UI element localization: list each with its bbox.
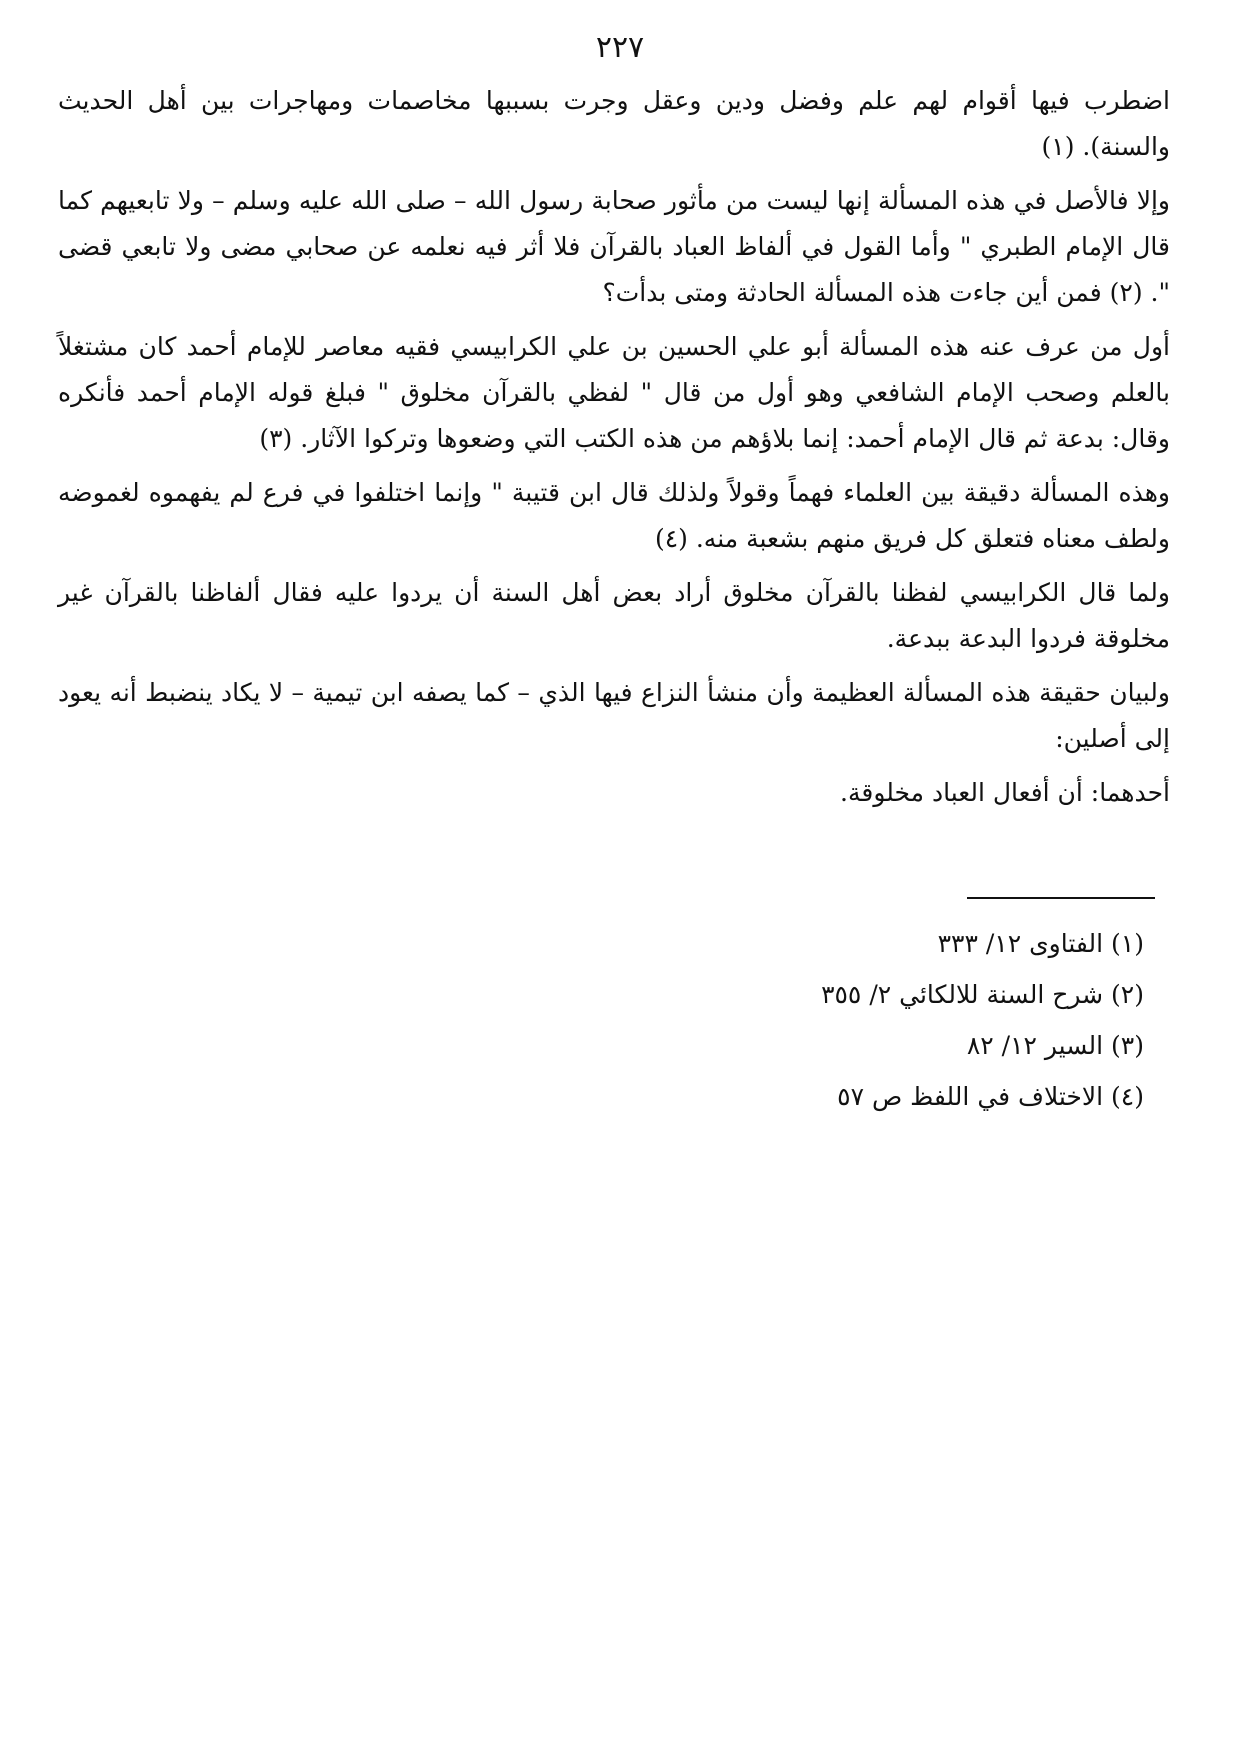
- footnote-4: (٤) الاختلاف في اللفظ ص ٥٧: [837, 1082, 1144, 1111]
- body-text: [58, 78, 1170, 824]
- paragraph-7: أحدهما: أن أفعال العباد مخلوقة.: [840, 778, 1170, 807]
- footnote-1: (١) الفتاوى ١٢/ ٣٣٣: [937, 929, 1144, 958]
- footnote-separator: [967, 897, 1155, 899]
- paragraph-6: ولبيان حقيقة هذه المسألة العظيمة وأن منشأ النزاع فيها الذي – كما يصفه ابن تيمية – لا يكاد ينضبط أنه يعود إلى أصلين:: [58, 678, 1170, 753]
- paragraph-5: ولما قال الكرابيسي لفظنا بالقرآن مخلوق أراد بعض أهل السنة أن يردوا عليه فقال ألفاظنا بالقرآن غير مخلوقة فردوا البدعة ببدعة.: [58, 578, 1170, 653]
- page-number: ٢٢٧: [595, 30, 645, 65]
- footnotes: [58, 918, 1170, 1122]
- footnote-2: (٢) شرح السنة للالكائي ٢/ ٣٥٥: [821, 980, 1144, 1009]
- paragraph-2: وإلا فالأصل في هذه المسألة إنها ليست من مأثور صحابة رسول الله – صلى الله عليه وسلم – ولا تابعيهم كما قال الإمام الطبري " وأما القول في ألفاظ العباد بالقرآن فلا أثر فيه نعلمه عن صحابي مضى ولا تابعي قضى ". (٢) فمن أين جاءت هذه المسألة الحادثة ومتى بدأت؟: [58, 186, 1170, 307]
- footnote-3: (٣) السير ١٢/ ٨٢: [966, 1031, 1144, 1060]
- paragraph-4: وهذه المسألة دقيقة بين العلماء فهماً وقولاً ولذلك قال ابن قتيبة " وإنما اختلفوا في فرع لم يفهموه لغموضه ولطف معناه فتعلق كل فريق منهم بشعبة منه. (٤): [58, 478, 1170, 553]
- paragraph-1: اضطرب فيها أقوام لهم علم وفضل ودين وعقل وجرت بسببها مخاصمات ومهاجرات بين أهل الحديث والسنة). (١): [58, 86, 1170, 161]
- paragraph-3: أول من عرف عنه هذه المسألة أبو علي الحسين بن علي الكرابيسي فقيه معاصر للإمام أحمد كان مشتغلاً بالعلم وصحب الإمام الشافعي وهو أول من قال " لفظي بالقرآن مخلوق " فبلغ قوله الإمام أحمد فأنكره وقال: بدعة ثم قال الإمام أحمد: إنما بلاؤهم من هذه الكتب التي وضعوها وتركوا الآثار. (٣): [58, 332, 1170, 453]
